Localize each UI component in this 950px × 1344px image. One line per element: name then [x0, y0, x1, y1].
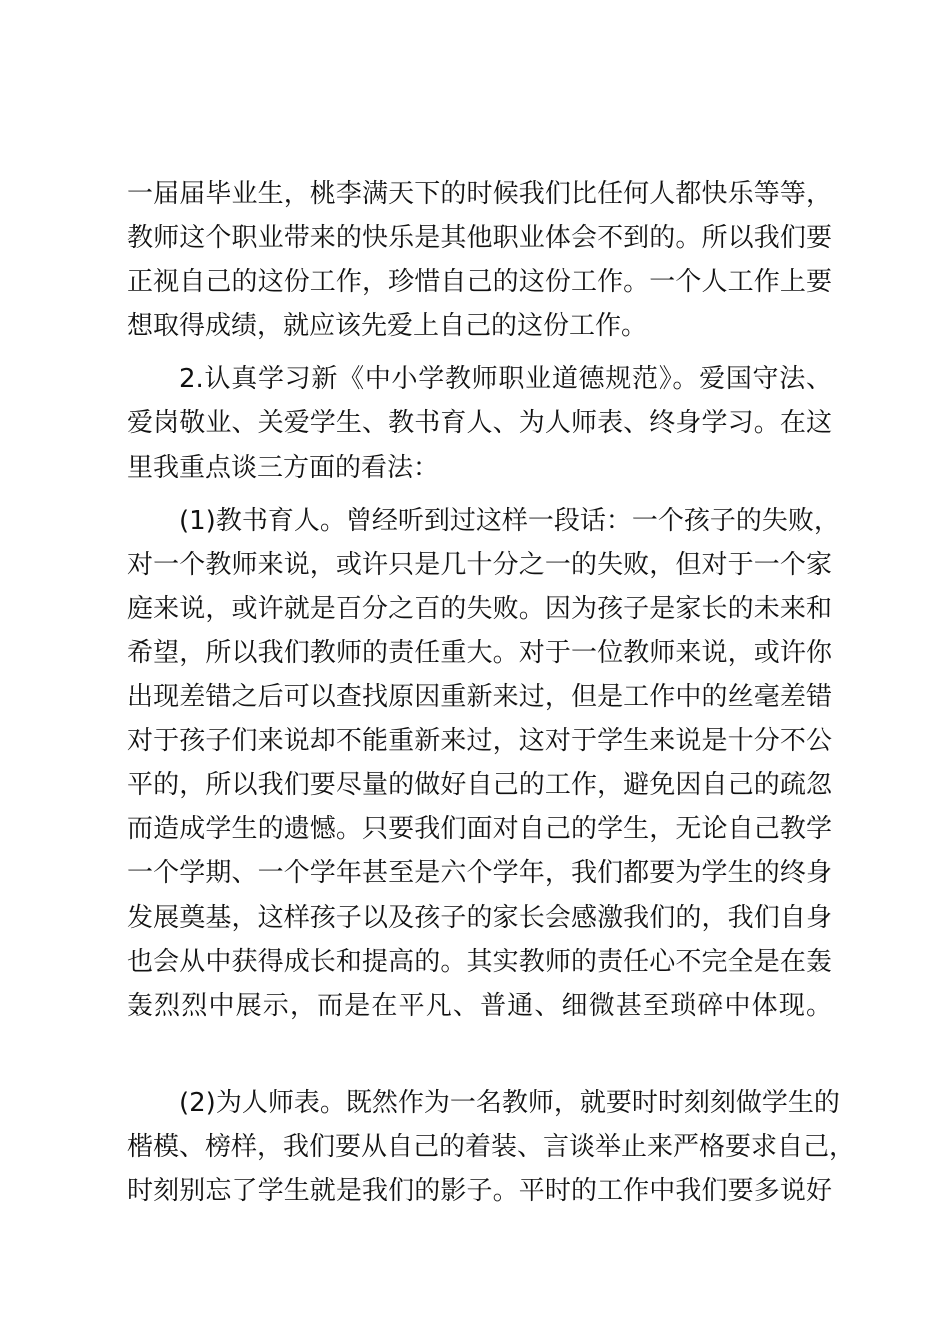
text-line: 一届届毕业生，桃李满天下的时候我们比任何人都快乐等等，: [127, 179, 832, 209]
text-line: 正视自己的这份工作，珍惜自己的这份工作。一个人工作上要: [127, 267, 832, 298]
text-line: 发展奠基，这样孩子以及孩子的家长会感激我们的，我们自身: [127, 902, 832, 933]
text-line: 一个学期、一个学年甚至是六个学年，我们都要为学生的终身: [127, 858, 832, 889]
text-line: 时刻别忘了学生就是我们的影子。平时的工作中我们要多说好: [127, 1176, 832, 1207]
text-line: 对于孩子们来说却不能重新来过，这对于学生来说是十分不公: [127, 726, 832, 757]
text-line: 希望，所以我们教师的责任重大。对于一位教师来说，或许你: [127, 637, 832, 668]
text-line: 轰烈烈中展示，而是在平凡、普通、细微甚至琐碎中体现。: [127, 990, 832, 1021]
text-line: 想取得成绩，就应该先爱上自己的这份工作。: [127, 311, 648, 342]
text-line: 楷模、榜样，我们要从自己的着装、言谈举止来严格要求自己，: [127, 1131, 856, 1162]
text-line: (1)教书育人。曾经听到过这样一段话：一个孩子的失败，: [179, 505, 840, 536]
text-line: 里我重点谈三方面的看法：: [127, 452, 440, 483]
text-line: 庭来说，或许就是百分之百的失败。因为孩子是家长的未来和: [127, 593, 832, 624]
text-line: 而造成学生的遗憾。只要我们面对自己的学生，无论自己教学: [127, 814, 832, 845]
document-body: [127, 172, 856, 1213]
paragraph: [127, 499, 840, 1072]
text-line: (2)为人师表。既然作为一名教师，就要时时刻刻做学生的: [179, 1087, 840, 1118]
text-line: 教师这个职业带来的快乐是其他职业体会不到的。所以我们要: [127, 223, 832, 254]
text-line: [127, 1028, 832, 1072]
text-line: 对一个教师来说，或许只是几十分之一的失败，但对于一个家: [127, 549, 832, 580]
paragraph: [127, 172, 832, 348]
text-line: 也会从中获得成长和提高的。其实教师的责任心不完全是在轰: [127, 946, 832, 977]
text-line: 平的，所以我们要尽量的做好自己的工作，避免因自己的疏忽: [127, 770, 832, 801]
text-line: 出现差错之后可以查找原因重新来过，但是工作中的丝毫差错: [127, 682, 832, 713]
paragraph: [127, 1081, 856, 1213]
text-line: 爱岗敬业、关爱学生、教书育人、为人师表、终身学习。在这: [127, 408, 832, 439]
paragraph: [127, 357, 832, 489]
text-line: 2.认真学习新《中小学教师职业道德规范》。爱国守法、: [179, 364, 832, 395]
